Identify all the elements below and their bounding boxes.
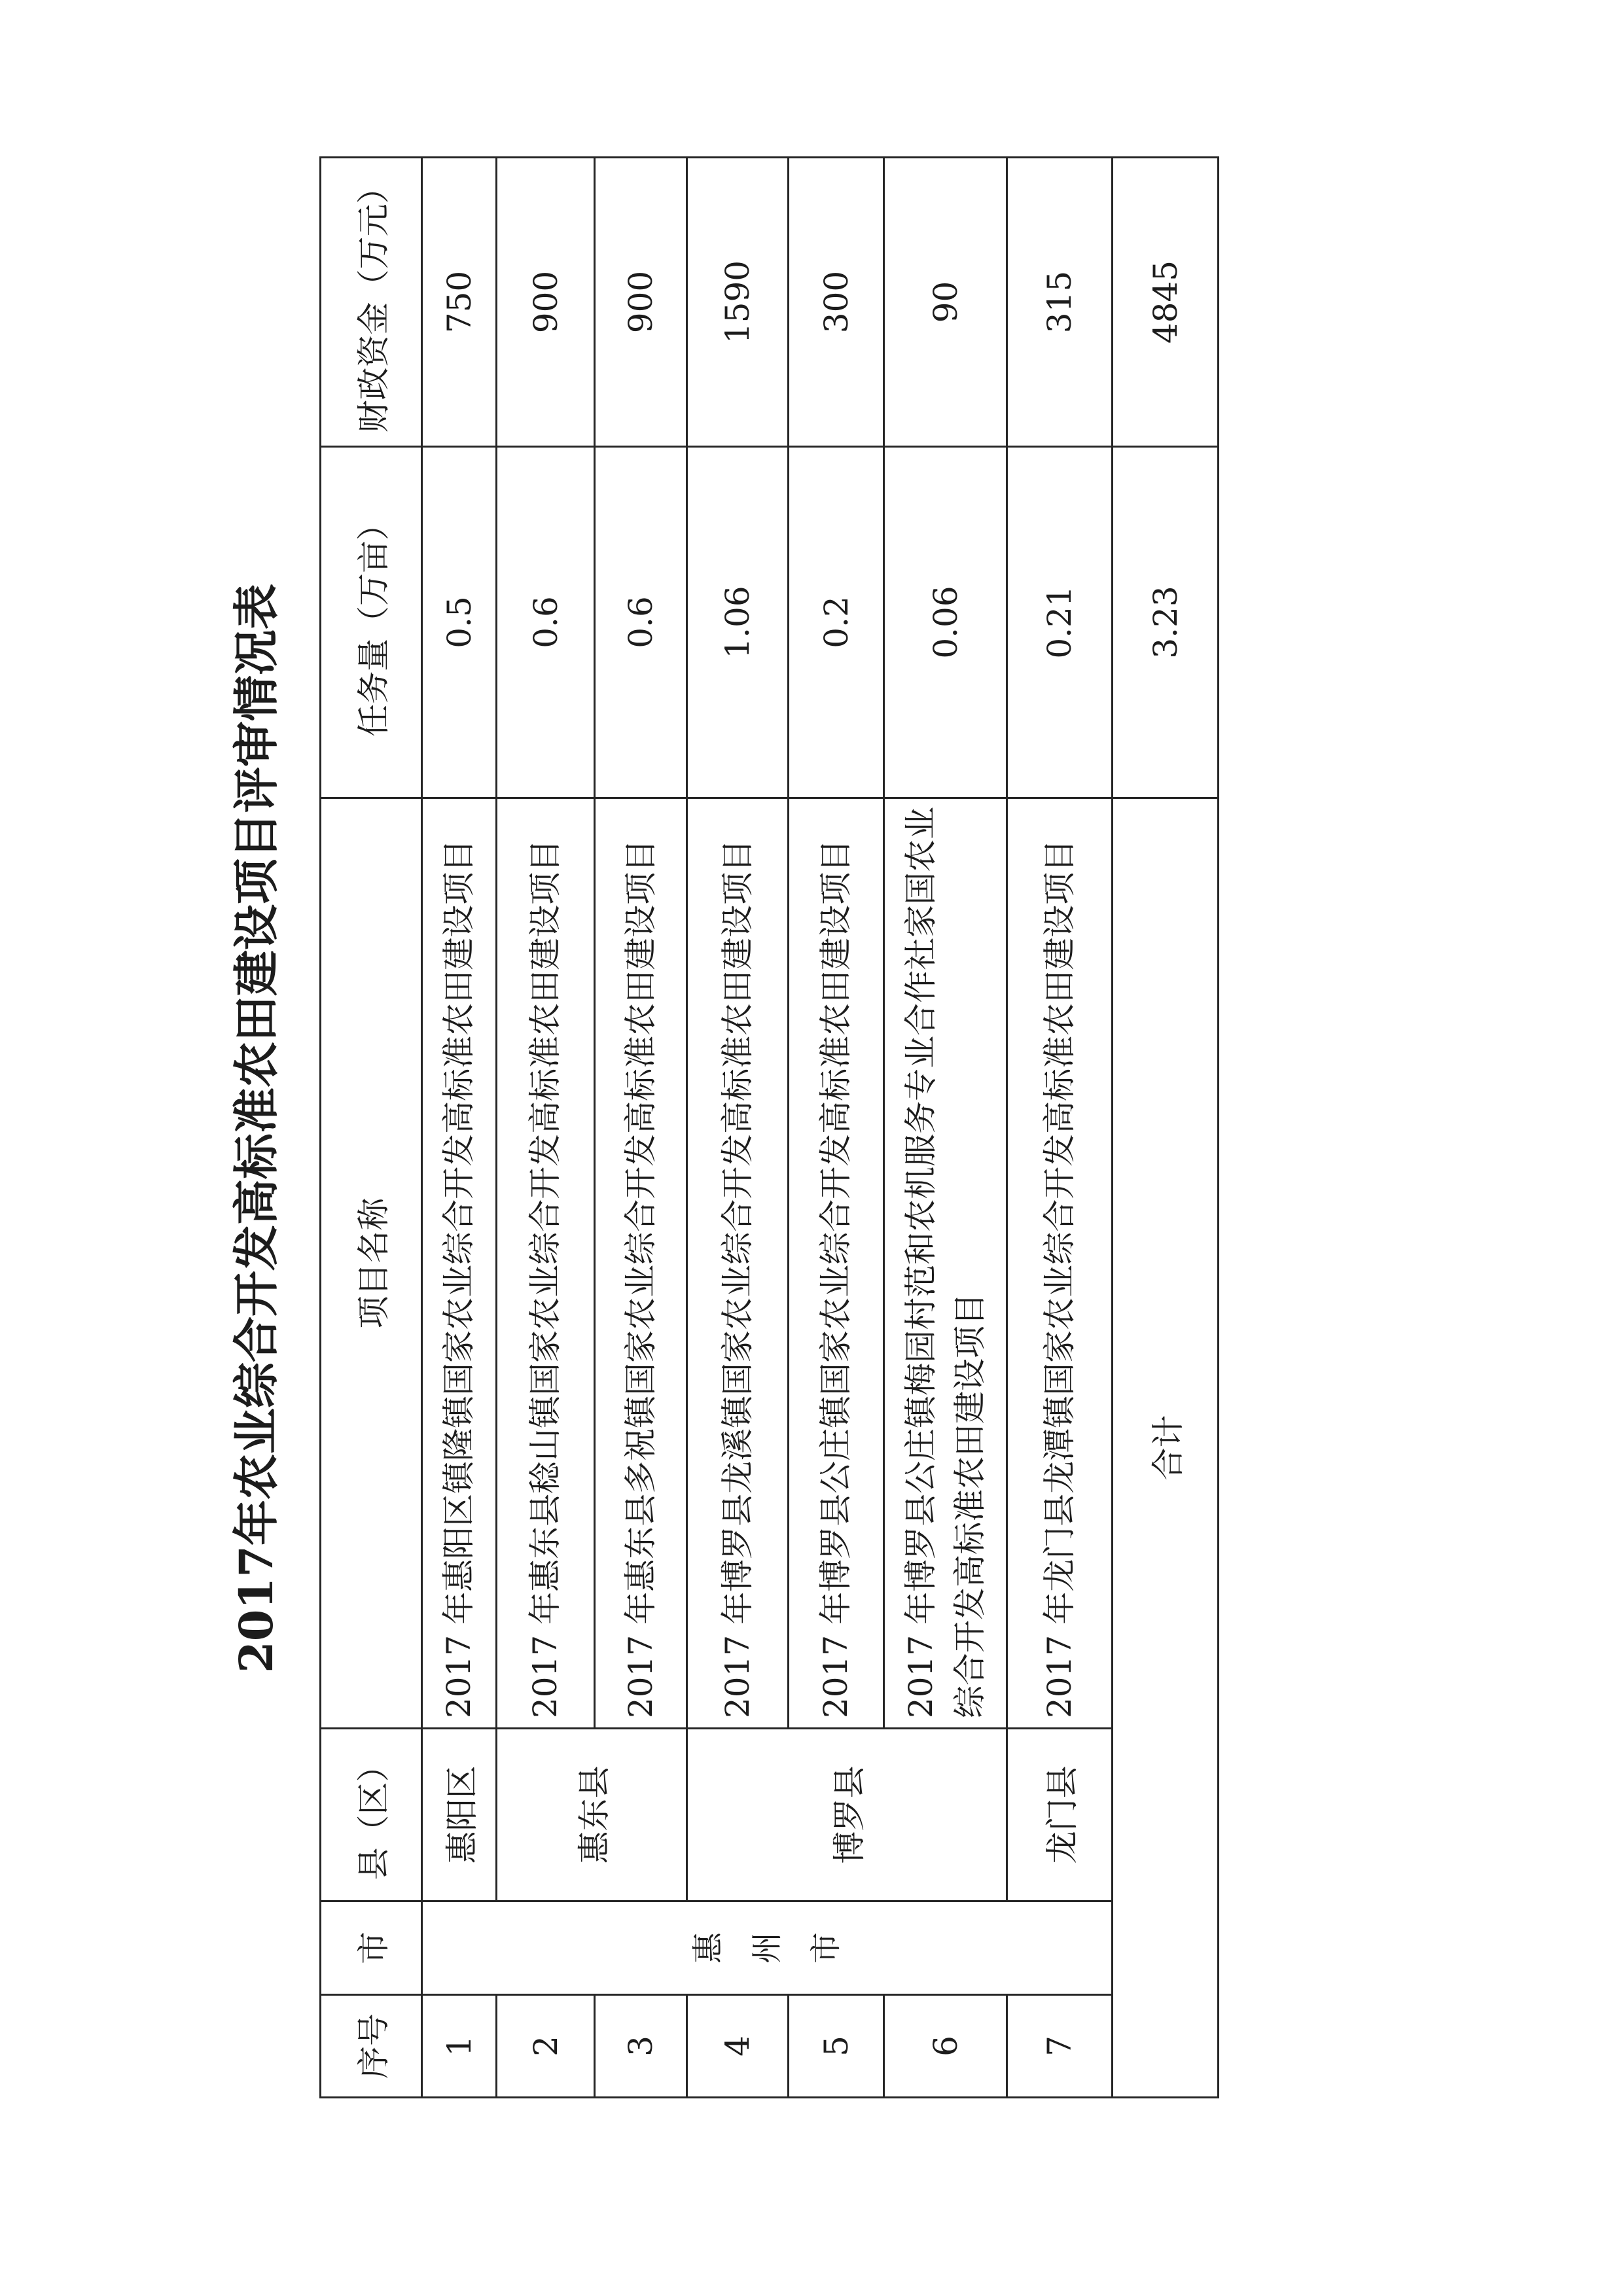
county-cell-boluo: 博罗县 (687, 1729, 1007, 1901)
project-name-cell (789, 798, 884, 1729)
total-task-amount: 3.23 (1113, 447, 1219, 798)
project-name-cell (497, 798, 595, 1729)
fiscal-funds-cell: 900 (595, 158, 687, 447)
header-city: 市 (321, 1901, 422, 1995)
row-index: 3 (595, 1995, 687, 2098)
project-name-line: 2017 年博罗县龙溪镇国家农业综合开发高标准农田建设项目 (718, 839, 757, 1718)
header-index: 序号 (321, 1995, 422, 2098)
project-name-line: 2017 年博罗县公庄镇梅园村范和农机服务专业合作社家国农业 (901, 806, 940, 1718)
table-row (1007, 158, 1113, 2098)
task-amount-cell: 1.06 (687, 447, 789, 798)
table-total-row (1113, 158, 1219, 2098)
total-fiscal-funds: 4845 (1113, 158, 1219, 447)
task-amount-cell: 0.2 (789, 447, 884, 798)
county-cell-huidong: 惠东县 (497, 1729, 687, 1901)
project-name-cell (884, 798, 1007, 1729)
task-amount-cell: 0.6 (497, 447, 595, 798)
city-name: 惠州市 (690, 1932, 844, 1964)
task-amount-cell: 0.06 (884, 447, 1007, 798)
row-index: 4 (687, 1995, 789, 2098)
project-name-line: 2017 年龙门县龙潭镇国家农业综合开发高标准农田建设项目 (1040, 839, 1079, 1718)
project-name-line: 2017 年惠东县多祝镇国家农业综合开发高标准农田建设项目 (621, 839, 660, 1718)
table-row (422, 158, 497, 2098)
row-index: 7 (1007, 1995, 1113, 2098)
header-fiscal-funds: 财政资金（万元） (321, 158, 422, 447)
total-label: 合计 (1113, 798, 1219, 2098)
row-index: 2 (497, 1995, 595, 2098)
project-name-line: 2017 年惠阳区镇隆镇国家农业综合开发高标准农田建设项目 (440, 839, 478, 1718)
row-index: 1 (422, 1995, 497, 2098)
fiscal-funds-cell: 300 (789, 158, 884, 447)
project-name-line: 2017 年博罗县公庄镇国家农业综合开发高标准农田建设项目 (817, 839, 855, 1718)
fiscal-funds-cell: 90 (884, 158, 1007, 447)
project-review-table (319, 156, 1219, 2098)
fiscal-funds-cell: 315 (1007, 158, 1113, 447)
task-amount-cell: 0.5 (422, 447, 497, 798)
project-name-cell (595, 798, 687, 1729)
table-header-row (321, 158, 422, 2098)
project-name-line: 2017 年惠东县稔山镇国家农业综合开发高标准农田建设项目 (526, 839, 564, 1718)
fiscal-funds-cell: 750 (422, 158, 497, 447)
row-index: 6 (884, 1995, 1007, 2098)
city-cell (422, 1901, 1113, 1995)
task-amount-cell: 0.21 (1007, 447, 1113, 798)
table-row (497, 158, 595, 2098)
table-row (687, 158, 789, 2098)
project-name-cell (687, 798, 789, 1729)
fiscal-funds-cell: 1590 (687, 158, 789, 447)
fiscal-funds-cell: 900 (497, 158, 595, 447)
row-index: 5 (789, 1995, 884, 2098)
document-title: 2017年农业综合开发高标准农田建设项目评审情况表 (229, 584, 283, 1673)
header-task-amount: 任务量（万亩） (321, 447, 422, 798)
project-name-line-continued: 综合开发高标准农田建设项目 (950, 1293, 989, 1718)
task-amount-cell: 0.6 (595, 447, 687, 798)
header-county: 县（区） (321, 1729, 422, 1901)
project-name-cell (422, 798, 497, 1729)
header-project-name: 项目名称 (321, 798, 422, 1729)
project-name-cell (1007, 798, 1113, 1729)
county-cell-huiyang: 惠阳区 (422, 1729, 497, 1901)
county-cell-longmen: 龙门县 (1007, 1729, 1113, 1901)
